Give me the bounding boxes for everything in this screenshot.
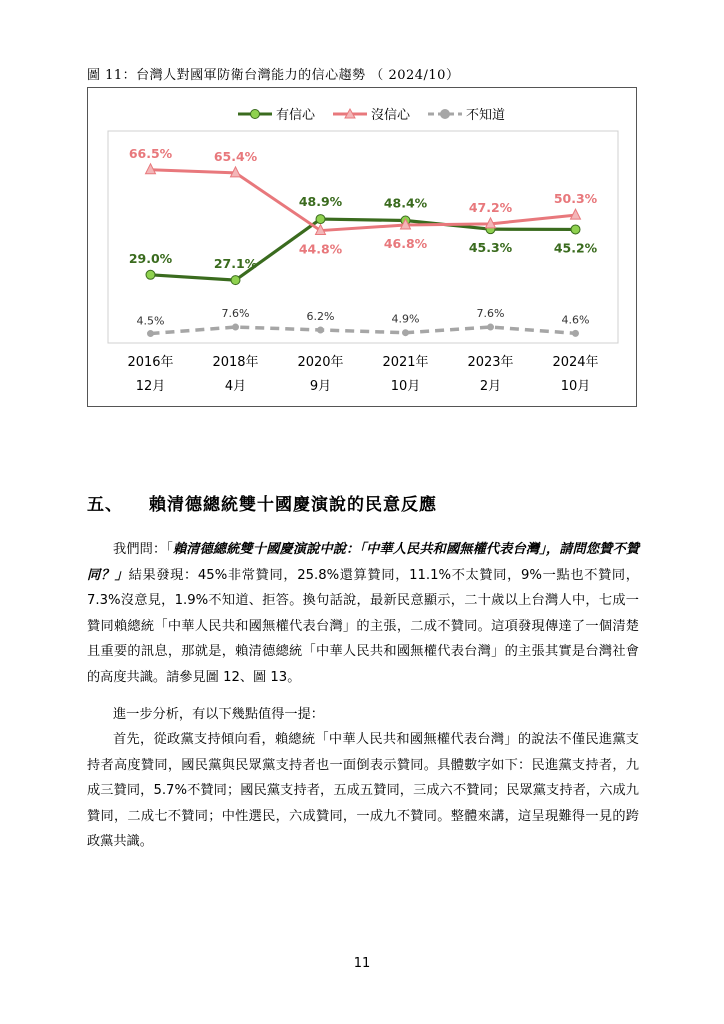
p1-intro: 我們問：「 (113, 542, 173, 557)
x-tick-label-year-6: 2024年 (552, 355, 599, 370)
data-label-3-4: 4.9% (391, 312, 420, 326)
legend-label-1: 有信心 (276, 108, 316, 123)
x-tick-label-month-6: 10月 (560, 379, 591, 394)
x-tick-label-month-1: 12月 (135, 379, 166, 394)
paragraph-1 (87, 537, 639, 690)
data-label-1-1: 29.0% (128, 250, 173, 266)
data-point-1-6 (571, 225, 580, 234)
data-point-1-1 (146, 270, 155, 279)
data-label-2-4: 46.8% (383, 235, 428, 251)
data-label-1-2: 27.1% (213, 256, 258, 272)
x-tick-label-year-1: 2016年 (127, 355, 174, 370)
x-tick-label-month-5: 2月 (479, 379, 502, 394)
data-label-3-3: 6.2% (306, 309, 335, 323)
legend-marker-1 (251, 110, 260, 119)
paragraph-2 (87, 702, 639, 728)
section-heading (87, 490, 437, 515)
data-label-2-1: 66.5% (128, 145, 173, 161)
data-point-3-4 (403, 330, 409, 336)
data-point-3-6 (573, 330, 579, 336)
data-point-3-1 (148, 331, 154, 337)
section-number: 五、 (87, 495, 123, 515)
data-label-1-3: 48.9% (298, 194, 343, 210)
data-label-3-6: 4.6% (561, 313, 590, 327)
section-title: 賴清德總統雙十國慶演說的民意反應 (149, 495, 437, 515)
x-tick-label-month-2: 4月 (224, 379, 247, 394)
data-point-3-2 (233, 324, 239, 330)
x-tick-label-year-4: 2021年 (382, 355, 429, 370)
chart-frame (87, 87, 637, 407)
data-label-3-5: 7.6% (476, 307, 505, 321)
legend-marker-3 (441, 110, 450, 119)
x-tick-label-month-4: 10月 (390, 379, 421, 394)
data-label-3-1: 4.5% (136, 314, 165, 328)
data-label-2-6: 50.3% (553, 191, 598, 207)
x-tick-label-year-3: 2020年 (297, 355, 344, 370)
paragraph-3 (87, 727, 639, 855)
x-tick-label-year-5: 2023年 (467, 355, 514, 370)
p1-question: 賴清德總統雙十國慶演說中說：「中華人民共和國無權代表台灣」，請問您贊不贊同？」 (87, 542, 640, 583)
x-tick-label-year-2: 2018年 (212, 355, 259, 370)
legend-label-3: 不知道 (466, 108, 506, 123)
plot-area (108, 131, 618, 343)
data-point-1-3 (316, 215, 325, 224)
data-label-3-2: 7.6% (221, 307, 250, 321)
p2-text: 進一步分析，有以下幾點值得一提： (113, 707, 324, 722)
p3-text: 首先，從政黨支持傾向看，賴總統「中華人民共和國無權代表台灣」的說法不僅民進黨支持者高度贊同，國民黨與民眾黨支持者也一面倒表示贊同。具體數字如下：民進黨支持者，九成三贊同，5.7%不贊同；國民黨支持者，五成五贊同，三成六不贊同；民眾黨支持者，六成九贊同，二成七不贊同；中性選民，六成贊同，一成九不贊同。整體來講，這呈現難得一見的跨政黨共識。 (87, 732, 639, 849)
data-label-1-6: 45.2% (553, 240, 598, 256)
page-number: 11 (353, 956, 371, 971)
data-label-1-4: 48.4% (383, 195, 428, 211)
x-tick-label-month-3: 9月 (309, 379, 332, 394)
data-label-2-2: 65.4% (213, 148, 258, 164)
legend-label-2: 沒信心 (371, 108, 411, 123)
data-point-3-5 (488, 324, 494, 330)
data-label-2-3: 44.8% (298, 241, 343, 257)
data-point-3-3 (318, 327, 324, 333)
p1-body: 結果發現：45%非常贊同，25.8%還算贊同，11.1%不太贊同，9%一點也不贊同，7.3%沒意見，1.9%不知道、拒答。換句話說，最新民意顯示，二十歲以上台灣人中，七成一贊同賴總統「中華人民共和國無權代表台灣」的主張，二成不贊同。這項發現傳達了一個清楚且重要的訊息，那就是，賴清德總統「中華人民共和國無權代表台灣」的主張其實是台灣社會的高度共識。請參見圖 12、圖 13。 (87, 567, 639, 685)
trend-line-chart (88, 88, 636, 406)
data-point-1-2 (231, 276, 240, 285)
data-label-1-5: 45.3% (468, 240, 513, 256)
figure-caption: 圖 11：台灣人對國軍防衛台灣能力的信心趨勢 （ 2024/10） (87, 68, 460, 83)
data-label-2-5: 47.2% (468, 199, 513, 215)
series-line-3 (151, 327, 576, 334)
